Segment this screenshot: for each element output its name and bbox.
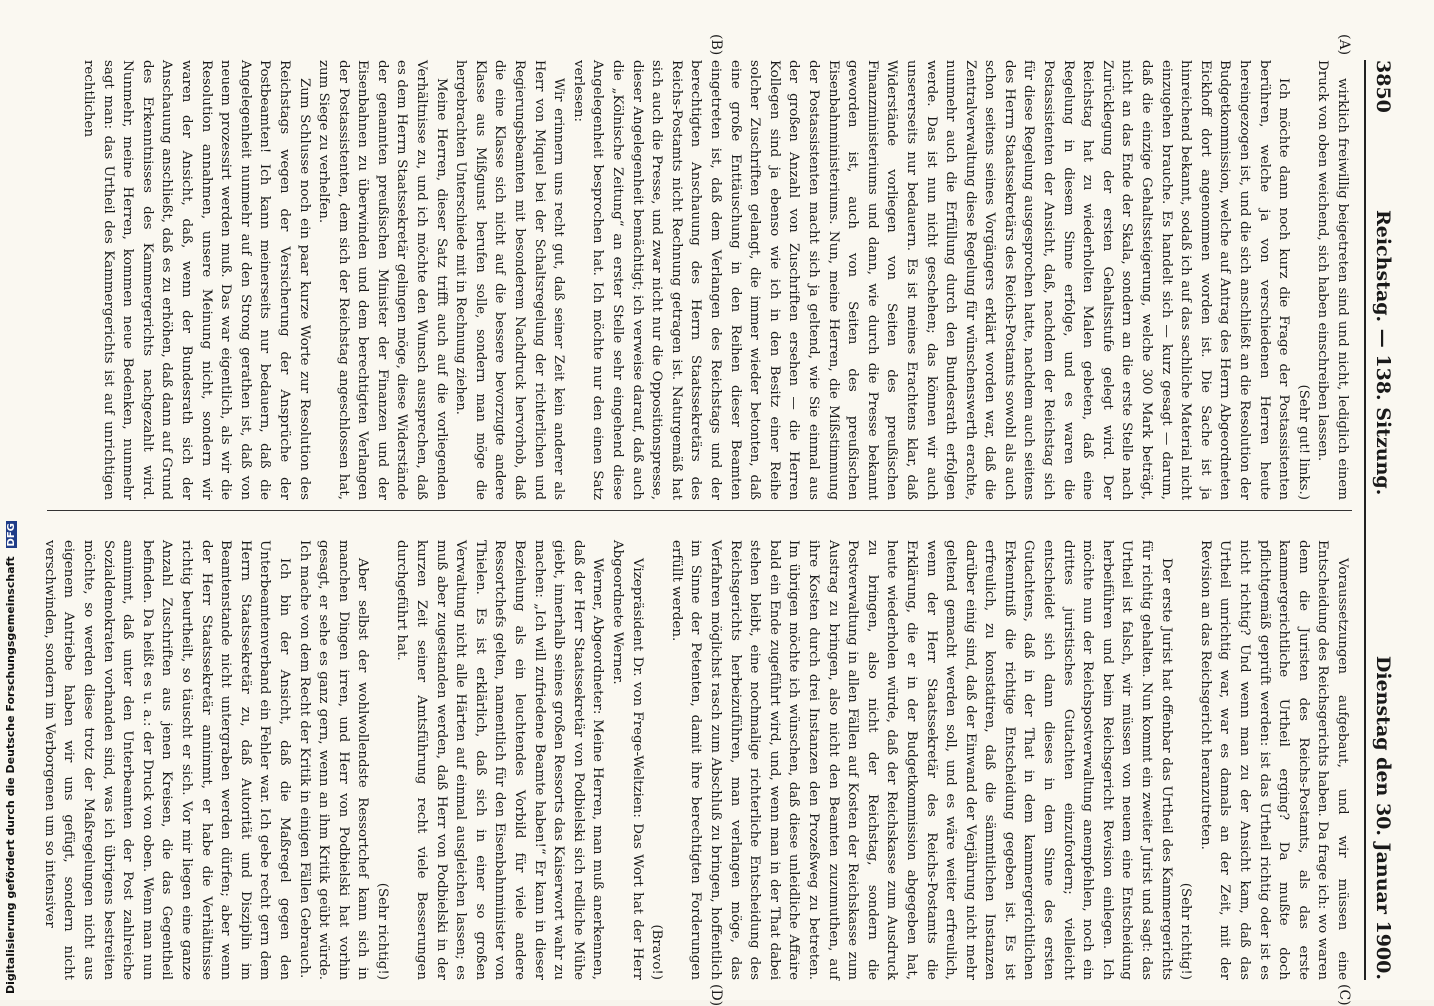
interjection: (Sehr gut! links.) — [1295, 384, 1311, 500]
page-title: Reichstag. — 138. Sitzung. — [1372, 210, 1394, 496]
paragraph: Vizepräsident Dr. von Frege-Weltzien: Das Wort hat der Herr Abgeordnete Werner. — [610, 540, 645, 980]
column-divider — [47, 510, 1352, 511]
paragraph: Voraussetzungen aufgebaut, und wir müssen eine Entscheidung des Reichsgerichts haben. Da frage ich: wo waren denn die Juristen des Reichs-Postamts, als das erste kammergerichtliche Urtheil erging? Da mußte doch pflichtgemäß geprüft werden: ist das Urtheil richtig oder ist es nicht richtig? Und wenn man zu der Ansicht kam, daß das Urtheil unrichtig war, war es damals an der Zeit, mit der Revision an das Reichsgericht heranzutreten. — [1197, 540, 1350, 980]
page-number: 3850 — [1372, 60, 1394, 113]
interjection: (Sehr richtig!) — [374, 882, 390, 980]
paragraph: Wir erinnern uns recht gut, daß seiner Zeit kein anderer als Herr von Miquel bei der Schaltsregelung der richterlichen und Regierungsbeamten mit besonderem Nachdruck hervorhob, daß die eine Klasse sich nicht auf die bessere bevorzugte andere Klasse aus Mißgunst berufen solle, sondern man möge die hergebrachten Unterschiede mit in Rechnung ziehen. — [453, 60, 567, 500]
interjection: (Sehr richtig!) — [1178, 882, 1194, 980]
paragraph: wirklich freiwillig beigetreten sind und nicht, lediglich einem Druck von oben weichend, sich haben einschreiben lassen. — [1315, 60, 1350, 500]
margin-marker-d: (D) — [708, 984, 724, 1006]
margin-marker-b: (B) — [708, 34, 724, 56]
credit-text: Digitalisierung gefördert durch die Deutsche Forschungsgemeinschaft — [4, 556, 17, 994]
right-text-column — [41, 540, 1352, 980]
paragraph: Aber selbst der wohlwollendste Ressortchef kann sich in manchen Dingen irren, und Herr von Podbielski hat vorhin gesagt, er sehe es ganz gern, wenn an ihm Kritik geübt würde. Ich mache von dem Recht der Kritik in einigen Fällen Gebrauch. — [296, 540, 371, 980]
paragraph: Der erste Jurist hat offenbar das Urtheil des Kammergerichts für richtig gehalten. Nun kommt ein zweiter Jurist und sagt: das Urtheil ist falsch, wir müssen von neuem eine Entscheidung herbeiführen und beim Reichsgericht Revision einlegen. Ich möchte nun der Reichspostverwaltung anempfehlen, noch ein drittes juristisches Gutachten einzufordern; vielleicht entscheidet sich dann dieses in dem Sinne des ersten Gutachtens, daß in der That in dem kammergerichtlichen Erkenntniß die richtige Entscheidung gegeben ist. Es ist erfreulich, zu konstatiren, daß die sämmtlichen Instanzen darüber einig sind, daß der Einwand der Verjährung nicht mehr geltend gemacht werden soll, und es wäre weiter erfreulich, wenn der Herr Staatssekretär des Reichs-Postamts die Erklärung, die er in der Budgetkommission abgegeben hat, heute wiederholen würde, daß der Reichskasse zum Ausdruck zu bringen, also nicht der Reichstag, sondern die Postverwaltung in allen Fällen auf Kosten der Reichskasse zum Austrag zu bringen, also nicht den Beamten zuzumuthen, auf ihre Kosten durch drei Instanzen den Prozeßweg zu betreten. Im übrigen möchte ich wünschen, daß diese unleidliche Affaire bald ein Ende zugeführt wird, und, wenn man in der That dabei stehen bleibt, eine nochmalige richterliche Entscheidung des Reichsgerichts herbeizuführen, man verlangen möge, das Verfahren möglichst rasch zum Abschluß zu bringen, hoffentlich im Sinne der Petenten, damit ihre berechtigten Forderungen erfüllt werden. — [668, 540, 1174, 980]
paragraph: Meine Herren, dieser Satz trifft auch auf die vorliegenden Verhältnisse zu, und ich möchte den Wunsch aussprechen, daß es dem Herrn Staatssekretär gelingen möge, diese Widerstände der genannten preußischen Minister der Finanzen und der Eisenbahnen zu überwinden und dem berechtigten Verlangen der Postassistenten, dem sich der Reichstag angeschlossen hat, zum Siege zu verhelfen. — [316, 60, 449, 500]
session-date: Dienstag den 30. Januar 1900. — [1372, 655, 1394, 980]
paragraph: Ich bin der Ansicht, daß die Maßregel gegen den Unterbeamtenverband ein Fehler war. Ich gebe recht gern dem Herrn Staatssekretär zu, daß Autorität und Disziplin im Beamtenstande nicht untergraben werden dürfen; aber wenn der Herr Staatssekretär annimmt, er habe die Verhältnisse richtig beurtheilt, so täuscht er sich. Vor mir liegen eine ganze Anzahl Zuschriften aus jenen Kreisen, die das Gegentheil befinden. Da heißt es u. a.: der Druck von oben. Wenn man nun annimmt, daß unter den Unterbeamten der Post zahlreiche Sozialdemokraten vorhanden sind, was ich übrigens bestreiten möchte, so werden diese trotz der Maßregelungen nicht aus eigenem Antriebe haben wir uns gefügt, sondern nicht verschwinden, sondern im Verborgenen um so intensiver — [41, 540, 292, 980]
paragraph: Zum Schlusse noch ein paar kurze Worte zur Resolution des Reichstags wegen der Versicherung der Ansprüche der Postbeamten! Ich kann meinerseits nur bedauern, daß die Angelegenheit nunmehr auf den Strong gerathen ist, daß von neuem prozessirt werden muß. Das war eigentlich, als wir die Resolution annahmen, unsere Meinung nicht, sondern wir waren der Ansicht, daß, wenn der Bundesrath sich der Anschauung anschließt, daß es zu erhöhen, daß dann auf Grund des Erkenntnisses des Kammergerichts nachgezahlt wird. Nunmehr, meine Herren, kommen neue Bedenken, nunmehr sagt man: das Urtheil des Kammergerichts ist auf unrichtigen rechtlichen — [81, 60, 312, 500]
page-header — [1364, 60, 1396, 980]
paragraph: Ich möchte dann noch kurz die Frage der Postassistenten berühren, welche ja von verschiedenen Herren heute hereingezogen ist, und die sich anschließt an die Resolution der Budgetkommission, welche auf Antrag des Herrn Abgeordneten Eickhoff dort angenommen worden ist. Die Sache ist ja hinreichend bekannt, sodaß ich auf das sachliche Material nicht einzugehen brauche. Es handelt sich — kurz gesagt — darum, daß die einzige Gehaltssteigerung, welche 300 Mark beträgt, nicht an das Ende der Skala, sondern an die erste Stelle nach Zurücklegung der ersten Gehaltsstufe gelegt wird. Der Reichstag hat zu wiederholten Malen gebeten, daß eine Regelung in diesem Sinne erfolge, und es waren die Postassistenten der Ansicht, daß, nachdem der Reichstag sich für diese Regelung ausgesprochen hatte, nachdem auch seitens des Herrn Staatssekretärs des Reichs-Postamts sowohl als auch schon seitens seines Vorgängers erklärt worden war, daß die Zentralverwaltung diese Regelung für wünschenswerth erachte, nunmehr auch die Erfüllung durch den Bundesrath erfolgen werde. Das ist nun nicht geschehen; das können wir auch unsererseits nur bedauern. Es ist meines Erachtens klar, daß Widerstände vorliegen von Seiten des preußischen Finanzministeriums und dann, wie durch die Presse bekannt geworden ist, auch von Seiten des preußischen Eisenbahnministeriums. Nun, meine Herren, die Mißstimmung der Postassistenten macht sich ja geltend, wie Sie einmal aus der großen Anzahl von Zuschriften ersehen — die Herren Kollegen sind ja ebenso wie ich in den Besitz einer Reihe solcher Zuschriften gelangt, die immer wieder betonten, daß eine große Enttäuschung in den Reihen dieser Beamten eingetreten ist, daß dem Verlangen des Reichstags und der berechtigten Anschauung des Herrn Staatssekretärs des Reichs-Postamts nicht Rechnung getragen ist. Naturgemäß hat sich auch die Presse, und zwar nicht nur die Oppositionspresse, dieser Angelegenheit bemächtigt; ich verweise darauf, daß auch die „Kölnische Zeitung“ an erster Stelle sehr eingehend diese Angelegenheit besprochen hat. Ich möchte nur den einen Satz verlesen: — [570, 60, 1292, 500]
interjection: (Bravo!) — [649, 924, 665, 980]
left-text-column — [47, 60, 1352, 500]
paragraph: Werner, Abgeordneter: Meine Herren, man muß anerkennen, daß der Herr Staatssekretär von Podbielski sich redliche Mühe giebt, innerhalb seines großen Ressorts das Kaiserwort wahr zu machen: „Ich will zufriedene Beamte haben!“ Er kann in dieser Beziehung als ein leuchtendes Vorbild für viele andere Ressortchefs gelten, namentlich für den Eisenbahnminister von Thielen. Es ist erklärlich, daß sich in einer so großen Verwaltung nicht alle Härten auf einmal ausgleichen lassen; es muß aber zugestanden werden, daß Herr von Podbielski in der kurzen Zeit seiner Amtsführung recht viele Besserungen durchgeführt hat. — [394, 540, 606, 980]
margin-marker-c: (C) — [1336, 984, 1352, 1006]
dfg-logo: DFG — [6, 523, 17, 547]
margin-marker-a: (A) — [1336, 34, 1352, 56]
